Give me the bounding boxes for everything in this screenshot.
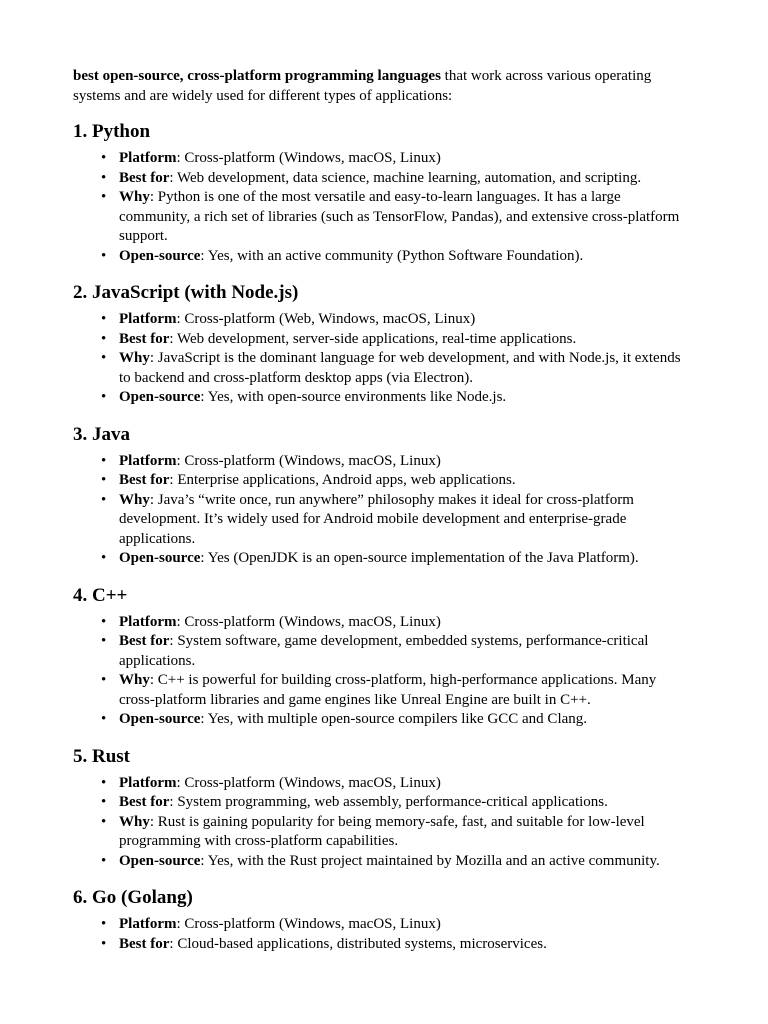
item-label: Open-source	[119, 550, 201, 566]
item-label: Platform	[119, 916, 177, 932]
list-item	[119, 549, 695, 569]
item-label: Platform	[119, 452, 177, 469]
list-item	[119, 349, 695, 388]
section-python	[73, 120, 695, 266]
section-rust	[73, 745, 695, 872]
item-label: Why	[119, 350, 150, 366]
list-item	[119, 852, 695, 872]
item-text: : Cross-platform (Windows, macOS, Linux)	[176, 774, 441, 791]
item-text: : System programming, web assembly, performance-critical applications.	[169, 794, 608, 810]
section-heading: 2. JavaScript (with Node.js)	[73, 282, 299, 303]
item-label: Platform	[119, 613, 177, 630]
item-text: : Python is one of the most versatile and easy-to-learn languages. It has a large community, a rich set of libraries (such as TensorFlow, Pandas), and extensive cross-platform support.	[119, 189, 680, 244]
item-label: Why	[119, 491, 150, 508]
item-text: : Yes, with the Rust project maintained by Mozilla and an active community.	[200, 852, 660, 869]
item-label: Best for	[119, 330, 170, 347]
item-text: : Cross-platform (Windows, macOS, Linux)	[176, 150, 441, 166]
item-text: : Web development, server-side applications, real-time applications.	[169, 330, 577, 347]
item-label: Why	[119, 813, 150, 830]
item-text: : Enterprise applications, Android apps, web applications.	[169, 472, 516, 488]
item-label: Best for	[119, 794, 170, 810]
item-label: Best for	[119, 935, 170, 952]
item-label: Why	[119, 189, 150, 205]
item-text: : Yes, with multiple open-source compilers like GCC and Clang.	[200, 711, 588, 727]
section-heading: 4. C++	[73, 584, 128, 606]
list-item	[119, 188, 695, 247]
item-label: Best for	[119, 633, 170, 649]
intro-paragraph	[73, 67, 695, 106]
bullet-list	[73, 915, 695, 954]
list-item	[119, 169, 695, 189]
list-item	[119, 452, 695, 472]
item-text: : Cross-platform (Windows, macOS, Linux)	[176, 613, 441, 630]
list-item	[119, 915, 695, 935]
list-item	[119, 813, 695, 852]
item-text: : Cross-platform (Windows, macOS, Linux)	[176, 452, 441, 469]
list-item	[119, 632, 695, 671]
list-item	[119, 491, 695, 550]
item-text: : Cross-platform (Windows, macOS, Linux)	[176, 916, 441, 932]
item-text: : Yes (OpenJDK is an open-source implementation of the Java Platform).	[200, 550, 639, 566]
item-label: Open-source	[119, 711, 201, 727]
section-go	[73, 886, 695, 954]
item-text: : Java’s “write once, run anywhere” philosophy makes it ideal for cross-platform development. It’s widely used for Android mobile development and enterprise-grade applications.	[119, 491, 634, 547]
list-item	[119, 247, 695, 267]
bullet-list	[73, 774, 695, 872]
intro-bold: best open-source, cross-platform programming languages	[73, 68, 441, 84]
list-item	[119, 471, 695, 491]
item-label: Open-source	[119, 852, 201, 869]
section-cpp	[73, 584, 695, 730]
item-text: : System software, game development, embedded systems, performance-critical applications.	[119, 633, 649, 669]
bullet-list	[73, 149, 695, 266]
item-label: Best for	[119, 169, 170, 186]
section-java	[73, 423, 695, 569]
item-text: : Cloud-based applications, distributed systems, microservices.	[169, 935, 547, 952]
item-label: Open-source	[119, 389, 201, 405]
bullet-list	[73, 613, 695, 730]
item-label: Best for	[119, 472, 170, 488]
item-label: Platform	[119, 311, 177, 327]
item-text: : Cross-platform (Web, Windows, macOS, Linux)	[176, 311, 476, 327]
item-label: Open-source	[119, 247, 201, 264]
list-item	[119, 388, 695, 408]
section-heading: 3. Java	[73, 423, 130, 445]
bullet-list	[73, 310, 695, 408]
item-label: Platform	[119, 774, 177, 791]
item-label: Platform	[119, 150, 177, 166]
list-item	[119, 710, 695, 730]
list-item	[119, 774, 695, 794]
bullet-list	[73, 452, 695, 569]
item-label: Why	[119, 672, 150, 688]
list-item	[119, 671, 695, 710]
intro-rest: that work across various operating systems and are widely used for different types of applications:	[73, 68, 652, 104]
item-text: : Web development, data science, machine learning, automation, and scripting.	[169, 169, 642, 186]
item-text: : Yes, with open-source environments like Node.js.	[200, 389, 507, 405]
list-item	[119, 149, 695, 169]
section-heading: 1. Python	[73, 121, 151, 142]
section-heading: 6. Go (Golang)	[73, 887, 193, 908]
item-text: : Yes, with an active community (Python Software Foundation).	[200, 247, 584, 264]
section-heading: 5. Rust	[73, 745, 131, 767]
item-text: : JavaScript is the dominant language for web development, and with Node.js, it extends to backend and cross-platform desktop apps (via Electron).	[119, 350, 681, 386]
list-item	[119, 613, 695, 633]
list-item	[119, 310, 695, 330]
list-item	[119, 935, 695, 955]
section-javascript	[73, 281, 695, 408]
item-text: : C++ is powerful for building cross-platform, high-performance applications. Many cross-platform libraries and game engines like Unreal Engine are built in C++.	[119, 672, 657, 708]
list-item	[119, 793, 695, 813]
item-text: : Rust is gaining popularity for being memory-safe, fast, and suitable for low-level programming with cross-platform capabilities.	[119, 813, 645, 849]
list-item	[119, 330, 695, 350]
